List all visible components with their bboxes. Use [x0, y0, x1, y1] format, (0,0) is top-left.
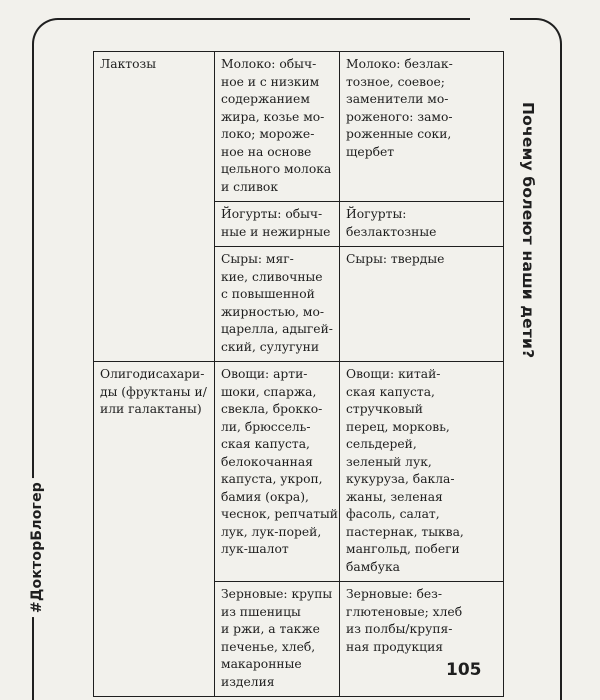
cell-line: тозное, соевое; [346, 74, 445, 89]
page-number: 105 [446, 660, 482, 680]
cell-line: и сливок [221, 179, 279, 194]
cell-line: Овощи: китай- [346, 367, 441, 381]
cell-line: из полбы/крупя- [346, 622, 453, 636]
cell-line: ский, сулугуни [221, 339, 320, 354]
table-row [94, 52, 504, 202]
cell-line: зеленый лук, [346, 454, 432, 469]
cell-line: лук-шалот [221, 542, 289, 556]
avoid-cell [215, 247, 340, 362]
allowed-cell [340, 247, 504, 362]
cell-line: ская капуста, [346, 384, 435, 399]
cell-line: стручковый [346, 402, 423, 416]
allowed-cell [340, 52, 504, 202]
cell-line: Молоко: обыч- [221, 57, 317, 71]
cell-line: белокочанная [221, 454, 313, 469]
cell-line: локо; мороже- [221, 127, 315, 141]
cell-line: Зерновые: крупы [221, 587, 333, 601]
cell-line: капуста, укроп, [221, 472, 323, 486]
cell-line: щербет [346, 144, 395, 159]
cell-line: чеснок, репчатый [221, 507, 338, 521]
cell-line: Сыры: твердые [346, 252, 445, 266]
cell-line: Олигодисахари- [100, 367, 205, 381]
cell-line: Молоко: безлак- [346, 57, 453, 71]
cell-line: жирностью, мо- [221, 304, 325, 319]
cell-line: Зерновые: без- [346, 587, 442, 601]
cell-line: лук, лук-порей, [221, 524, 322, 539]
cell-line: ное на основе [221, 144, 312, 159]
cell-line: ская капуста, [221, 437, 310, 451]
cell-line: роженого: замо- [346, 109, 453, 124]
cell-line: содержанием [221, 92, 310, 106]
cell-line: свекла, брокко- [221, 402, 323, 416]
cell-line: сельдерей, [346, 437, 417, 451]
cell-line: бамия (окра), [221, 489, 309, 504]
cell-line: царелла, адыгей- [221, 322, 333, 336]
table-row [94, 362, 504, 582]
cell-line: мангольд, побеги [346, 542, 460, 556]
running-title: Почему болеют наши дети? [519, 98, 537, 362]
cell-line: ная продукция [346, 639, 444, 654]
avoid-cell [215, 582, 340, 697]
cell-line: ли, брюссель- [221, 419, 311, 434]
cell-line: перец, морковь, [346, 419, 450, 434]
avoid-cell [215, 202, 340, 247]
allowed-cell [340, 202, 504, 247]
cell-line: или галактаны) [100, 402, 202, 416]
cell-line: жаны, зеленая [346, 489, 443, 504]
cell-line: изделия [221, 674, 275, 689]
cell-line: цельного молока [221, 162, 332, 176]
cell-line: Овощи: арти- [221, 367, 308, 381]
food-table [93, 51, 504, 697]
cell-line: печенье, хлеб, [221, 639, 316, 654]
cell-line: глютеновые; хлеб [346, 604, 463, 619]
cell-line: заменители мо- [346, 92, 449, 106]
cell-line: ное и с низким [221, 74, 320, 89]
cell-line: фасоль, салат, [346, 507, 440, 521]
cell-line: роженные соки, [346, 127, 452, 141]
cell-line: макаронные [221, 657, 302, 671]
category-label: Лактозы [100, 57, 156, 71]
frame-gap [470, 15, 510, 23]
category-cell [94, 52, 215, 362]
cell-line: безлактозные [346, 224, 437, 239]
cell-line: кукуруза, бакла- [346, 472, 455, 486]
cell-line: и ржи, а также [221, 622, 320, 636]
cell-line: ды (фруктаны и/ [100, 384, 207, 399]
allowed-cell [340, 582, 504, 697]
cell-line: шоки, спаржа, [221, 384, 317, 399]
avoid-cell [215, 362, 340, 582]
cell-line: бамбука [346, 559, 400, 574]
allowed-cell [340, 362, 504, 582]
cell-line: Сыры: мяг- [221, 252, 294, 266]
cell-line: кие, сливочные [221, 269, 323, 284]
cell-line: Йогурты: обыч- [221, 207, 323, 221]
cell-line: жира, козье мо- [221, 109, 325, 124]
category-cell [94, 362, 215, 697]
cell-line: ные и нежирные [221, 224, 331, 239]
cell-line: из пшеницы [221, 604, 301, 619]
running-hashtag: #ДокторБлогер [29, 478, 45, 617]
cell-line: с повышенной [221, 287, 315, 301]
avoid-cell [215, 52, 340, 202]
cell-line: Йогурты: [346, 207, 407, 221]
cell-line: пастернак, тыква, [346, 524, 464, 539]
